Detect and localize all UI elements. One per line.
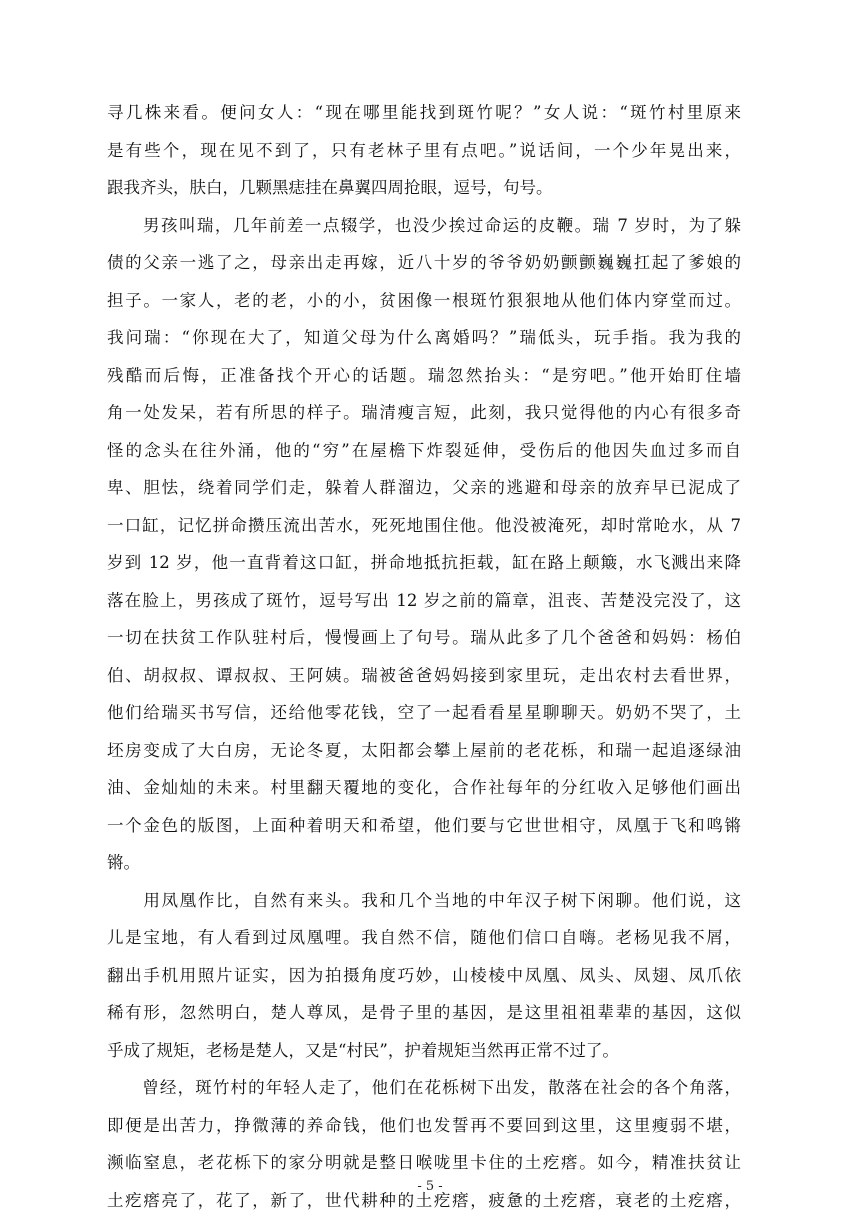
text-line: 寻几株来看。便问女人：“现在哪里能找到斑竹呢？”女人说：“斑竹村里原来 [107, 103, 741, 122]
text-line: 是有些个，现在见不到了，只有老林子里有点吧。”说话间，一个少年晃出来， [107, 141, 741, 160]
text-line: 稀有形，忽然明白，楚人尊凤，是骨子里的基因，是这里祖祖辈辈的基因，这似 [107, 1003, 741, 1022]
text-line: 债的父亲一逃了之，母亲出走再嫁，近八十岁的爷爷奶奶颤颤巍巍扛起了爹娘的 [107, 253, 741, 272]
text-line: 卑、胆怯，绕着同学们走，躲着人群溜边，父亲的逃避和母亲的放弃早已泥成了 [107, 478, 741, 497]
text-line: 伯、胡叔叔、谭叔叔、王阿姨。瑞被爸爸妈妈接到家里玩，走出农村去看世界， [107, 666, 741, 685]
text-line: 乎成了规矩，老杨是楚人，又是“村民”，护着规矩当然再正常不过了。 [107, 1041, 619, 1060]
text-line: 跟我齐头，肤白，几颗黑痣挂在鼻翼四周抢眼，逗号，句号。 [107, 178, 553, 197]
page-number: - 5 - [417, 1179, 443, 1194]
text-line: 一口缸，记忆拼命攒压流出苦水，死死地围住他。他没被淹死，却时常呛水，从 7 [107, 516, 741, 535]
text-line: 坯房变成了大白房，无论冬夏，太阳都会攀上屋前的老花栎，和瑞一起追逐绿油 [107, 741, 741, 760]
text-line: 残酷而后悔，正准备找个开心的话题。瑞忽然抬头：“是穷吧。”他开始盯住墙 [107, 366, 741, 385]
text-line: 一个金色的版图，上面种着明天和希望，他们要与它世世相守，凤凰于飞和鸣锵 [107, 816, 741, 835]
text-line: 角一处发呆，若有所思的样子。瑞清瘦言短，此刻，我只觉得他的内心有很多奇 [107, 403, 741, 422]
text-line: 锵。 [107, 853, 140, 872]
text-line: 曾经，斑竹村的年轻人走了，他们在花栎树下出发，散落在社会的各个角落， [107, 1078, 741, 1097]
text-line: 落在脸上，男孩成了斑竹，逗号写出 12 岁之前的篇章，沮丧、苦楚没完没了，这 [107, 591, 741, 610]
text-line: 翻出手机用照片证实，因为拍摄角度巧妙，山棱棱中凤凰、凤头、凤翅、凤爪依 [107, 966, 741, 985]
text-line: 他们给瑞买书写信，还给他零花钱，空了一起看看星星聊聊天。奶奶不哭了，土 [107, 703, 741, 722]
text-line: 儿是宝地，有人看到过凤凰哩。我自然不信，随他们信口自嗨。老杨见我不屑， [107, 928, 741, 947]
text-line: 男孩叫瑞，几年前差一点辍学，也没少挨过命运的皮鞭。瑞 7 岁时，为了躲 [107, 216, 741, 235]
text-line: 担子。一家人，老的老，小的小，贫困像一根斑竹狠狠地从他们体内穿堂而过。 [107, 291, 741, 310]
text-line: 一切在扶贫工作队驻村后，慢慢画上了句号。瑞从此多了几个爸爸和妈妈：杨伯 [107, 628, 741, 647]
text-line: 用凤凰作比，自然有来头。我和几个当地的中年汉子树下闲聊。他们说，这 [107, 891, 741, 910]
text-line: 土疙瘩亮了，花了，新了，世代耕种的土疙瘩，疲惫的土疙瘩，衰老的土疙瘩， [107, 1191, 741, 1210]
text-line: 即便是出苦力，挣微薄的养命钱，他们也发誓再不要回到这里，这里瘦弱不堪， [107, 1116, 741, 1135]
text-line: 怪的念头在往外涌，他的“穷”在屋檐下炸裂延伸，受伤后的他因失血过多而自 [107, 441, 741, 460]
text-line: 岁到 12 岁，他一直背着这口缸，拼命地抵抗拒载，缸在路上颠簸，水飞溅出来降 [107, 553, 741, 572]
text-line: 濒临窒息，老花栎下的家分明就是整日喉咙里卡住的土疙瘩。如今，精准扶贫让 [107, 1153, 741, 1172]
text-line: 我问瑞：“你现在大了，知道父母为什么离婚吗？”瑞低头，玩手指。我为我的 [107, 328, 741, 347]
text-line: 油、金灿灿的未来。村里翻天覆地的变化，合作社每年的分红收入足够他们画出 [107, 778, 741, 797]
